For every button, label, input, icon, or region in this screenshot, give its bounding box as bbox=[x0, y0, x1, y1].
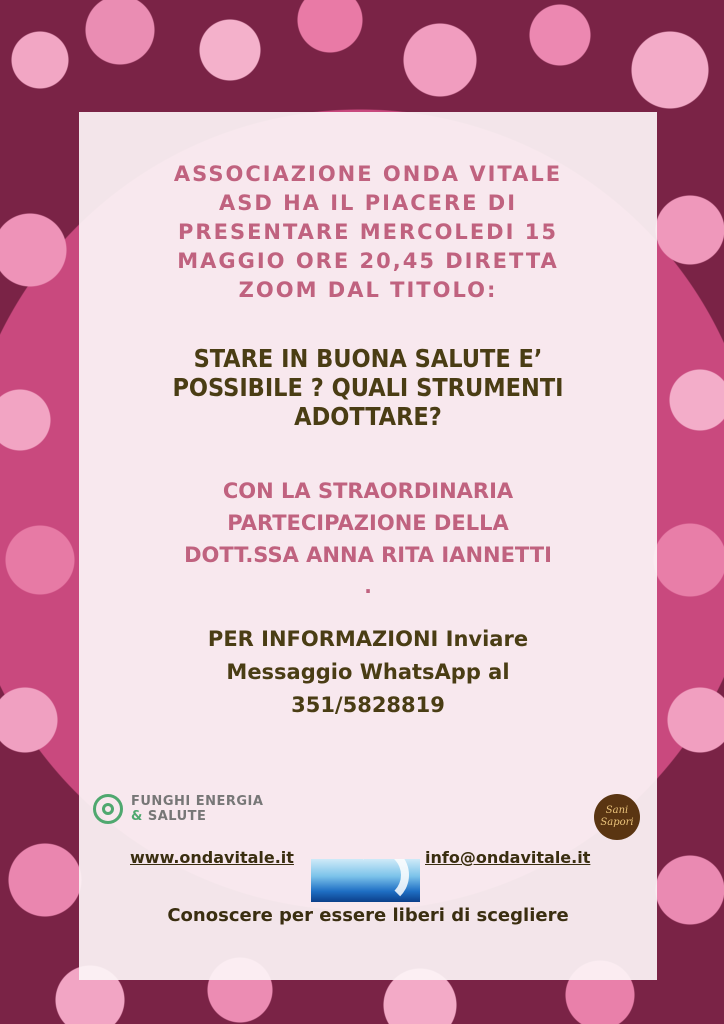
funghi-energia-logo bbox=[93, 794, 263, 824]
info-line-1 bbox=[79, 623, 657, 656]
intro-line: ASD HA IL PIACERE DI bbox=[218, 191, 518, 215]
info-label: PER INFORMAZIONI bbox=[207, 627, 439, 651]
funghi-logo-amp: & bbox=[131, 809, 143, 824]
intro-line: ASSOCIAZIONE ONDA VITALE bbox=[173, 162, 563, 186]
funghi-logo-icon bbox=[93, 794, 123, 824]
speaker-line: PARTECIPAZIONE DELLA bbox=[227, 511, 509, 535]
separator-dot: . bbox=[364, 574, 372, 598]
info-line-2: Messaggio WhatsApp al bbox=[226, 660, 510, 684]
speaker-line: DOTT.SSA ANNA RITA IANNETTI bbox=[184, 543, 552, 567]
event-title bbox=[79, 344, 657, 431]
phone-number: 351/5828819 bbox=[291, 693, 445, 717]
flyer-card bbox=[79, 112, 657, 980]
intro-line: MAGGIO ORE 20,45 DIRETTA bbox=[177, 249, 559, 273]
intro-line: PRESENTARE MERCOLEDI 15 bbox=[178, 220, 558, 244]
info-line-1-rest: Inviare bbox=[438, 627, 529, 651]
title-line: ADOTTARE? bbox=[294, 402, 442, 431]
intro-line: ZOOM DAL TITOLO: bbox=[238, 278, 498, 302]
title-line: STARE IN BUONA SALUTE E’ bbox=[193, 344, 543, 373]
tagline: Conoscere per essere liberi di scegliere bbox=[167, 905, 569, 926]
intro-text bbox=[79, 160, 657, 305]
speaker-text bbox=[79, 475, 657, 571]
title-line: POSSIBILE ? QUALI STRUMENTI bbox=[172, 373, 564, 402]
sani-sapori-logo bbox=[594, 794, 640, 840]
website-link[interactable]: www.ondavitale.it bbox=[130, 848, 294, 867]
funghi-logo-line1: FUNGHI ENERGIA bbox=[131, 794, 264, 809]
sani-logo-line2: Sapori bbox=[600, 817, 634, 828]
speaker-line: CON LA STRAORDINARIA bbox=[222, 479, 514, 503]
email-link[interactable]: info@ondavitale.it bbox=[425, 848, 591, 867]
wave-logo-image bbox=[311, 859, 420, 902]
contact-info bbox=[79, 623, 657, 722]
sani-logo-line1: Sani bbox=[605, 805, 629, 816]
funghi-logo-line2: SALUTE bbox=[142, 809, 207, 824]
